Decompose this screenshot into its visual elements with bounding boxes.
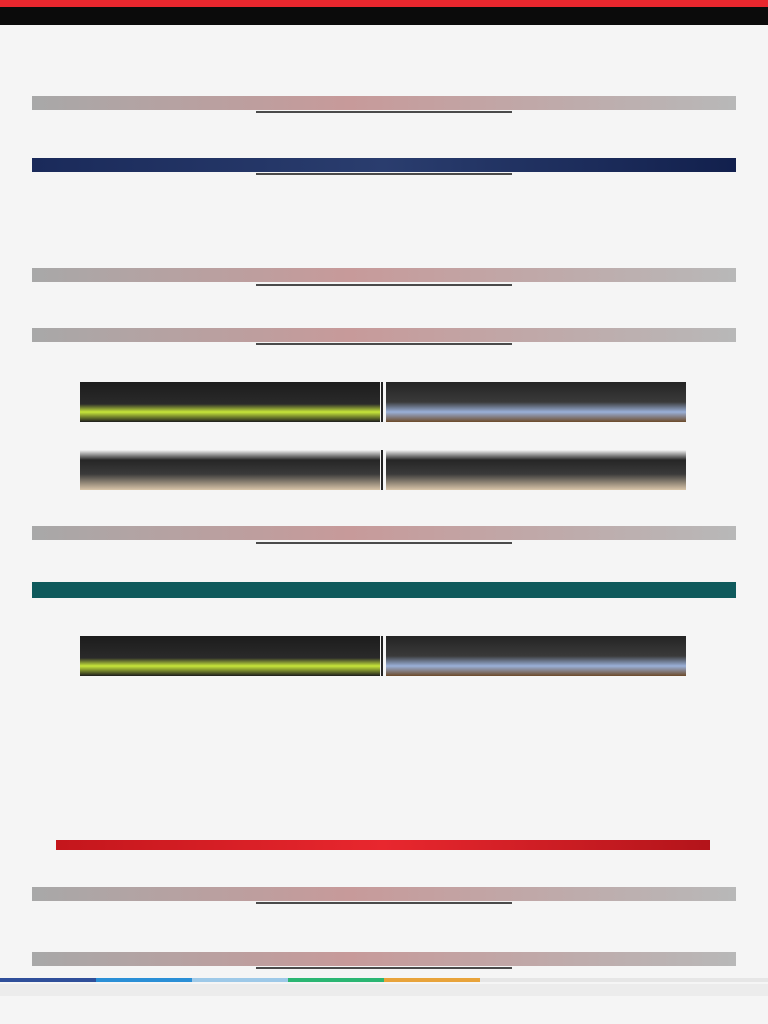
comparison-image-right (386, 382, 686, 422)
article-paragraph (32, 494, 736, 524)
article-image (32, 887, 736, 901)
comparison-image-left (80, 450, 380, 490)
article-paragraph (32, 852, 736, 886)
article-paragraph (32, 234, 736, 268)
comparison-image-right (386, 450, 686, 490)
article-image (32, 526, 736, 540)
comparison-image-left (80, 636, 380, 676)
image-caption (32, 904, 736, 915)
article-paragraph (32, 182, 736, 216)
article-paragraph (32, 604, 736, 632)
article-image (32, 268, 736, 282)
page-title (32, 26, 736, 48)
top-accent-bar (0, 0, 768, 7)
article-paragraph (32, 62, 736, 96)
article-paragraph (32, 352, 736, 380)
image-caption (32, 113, 736, 124)
comparison-image-left (80, 382, 380, 422)
article-image (32, 328, 736, 342)
comparison-image-right (386, 636, 686, 676)
site-header (0, 7, 768, 25)
article-image (32, 952, 736, 966)
article-paragraph (32, 740, 736, 836)
article-paragraph (32, 680, 736, 720)
footer-bar (0, 984, 768, 996)
comparison-divider (381, 450, 383, 490)
article-paragraph (32, 552, 736, 580)
comparison-divider (381, 636, 383, 676)
article-paragraph (32, 124, 736, 158)
promo-banner[interactable] (56, 840, 710, 850)
article-image (32, 96, 736, 110)
article-paragraph (32, 294, 736, 328)
article-paragraph (32, 426, 736, 448)
article-image (32, 158, 736, 172)
article-image (32, 582, 736, 598)
footer-color-strip (0, 978, 768, 982)
article-paragraph (32, 930, 736, 950)
caption-rule (256, 967, 512, 969)
comparison-divider (381, 382, 383, 422)
